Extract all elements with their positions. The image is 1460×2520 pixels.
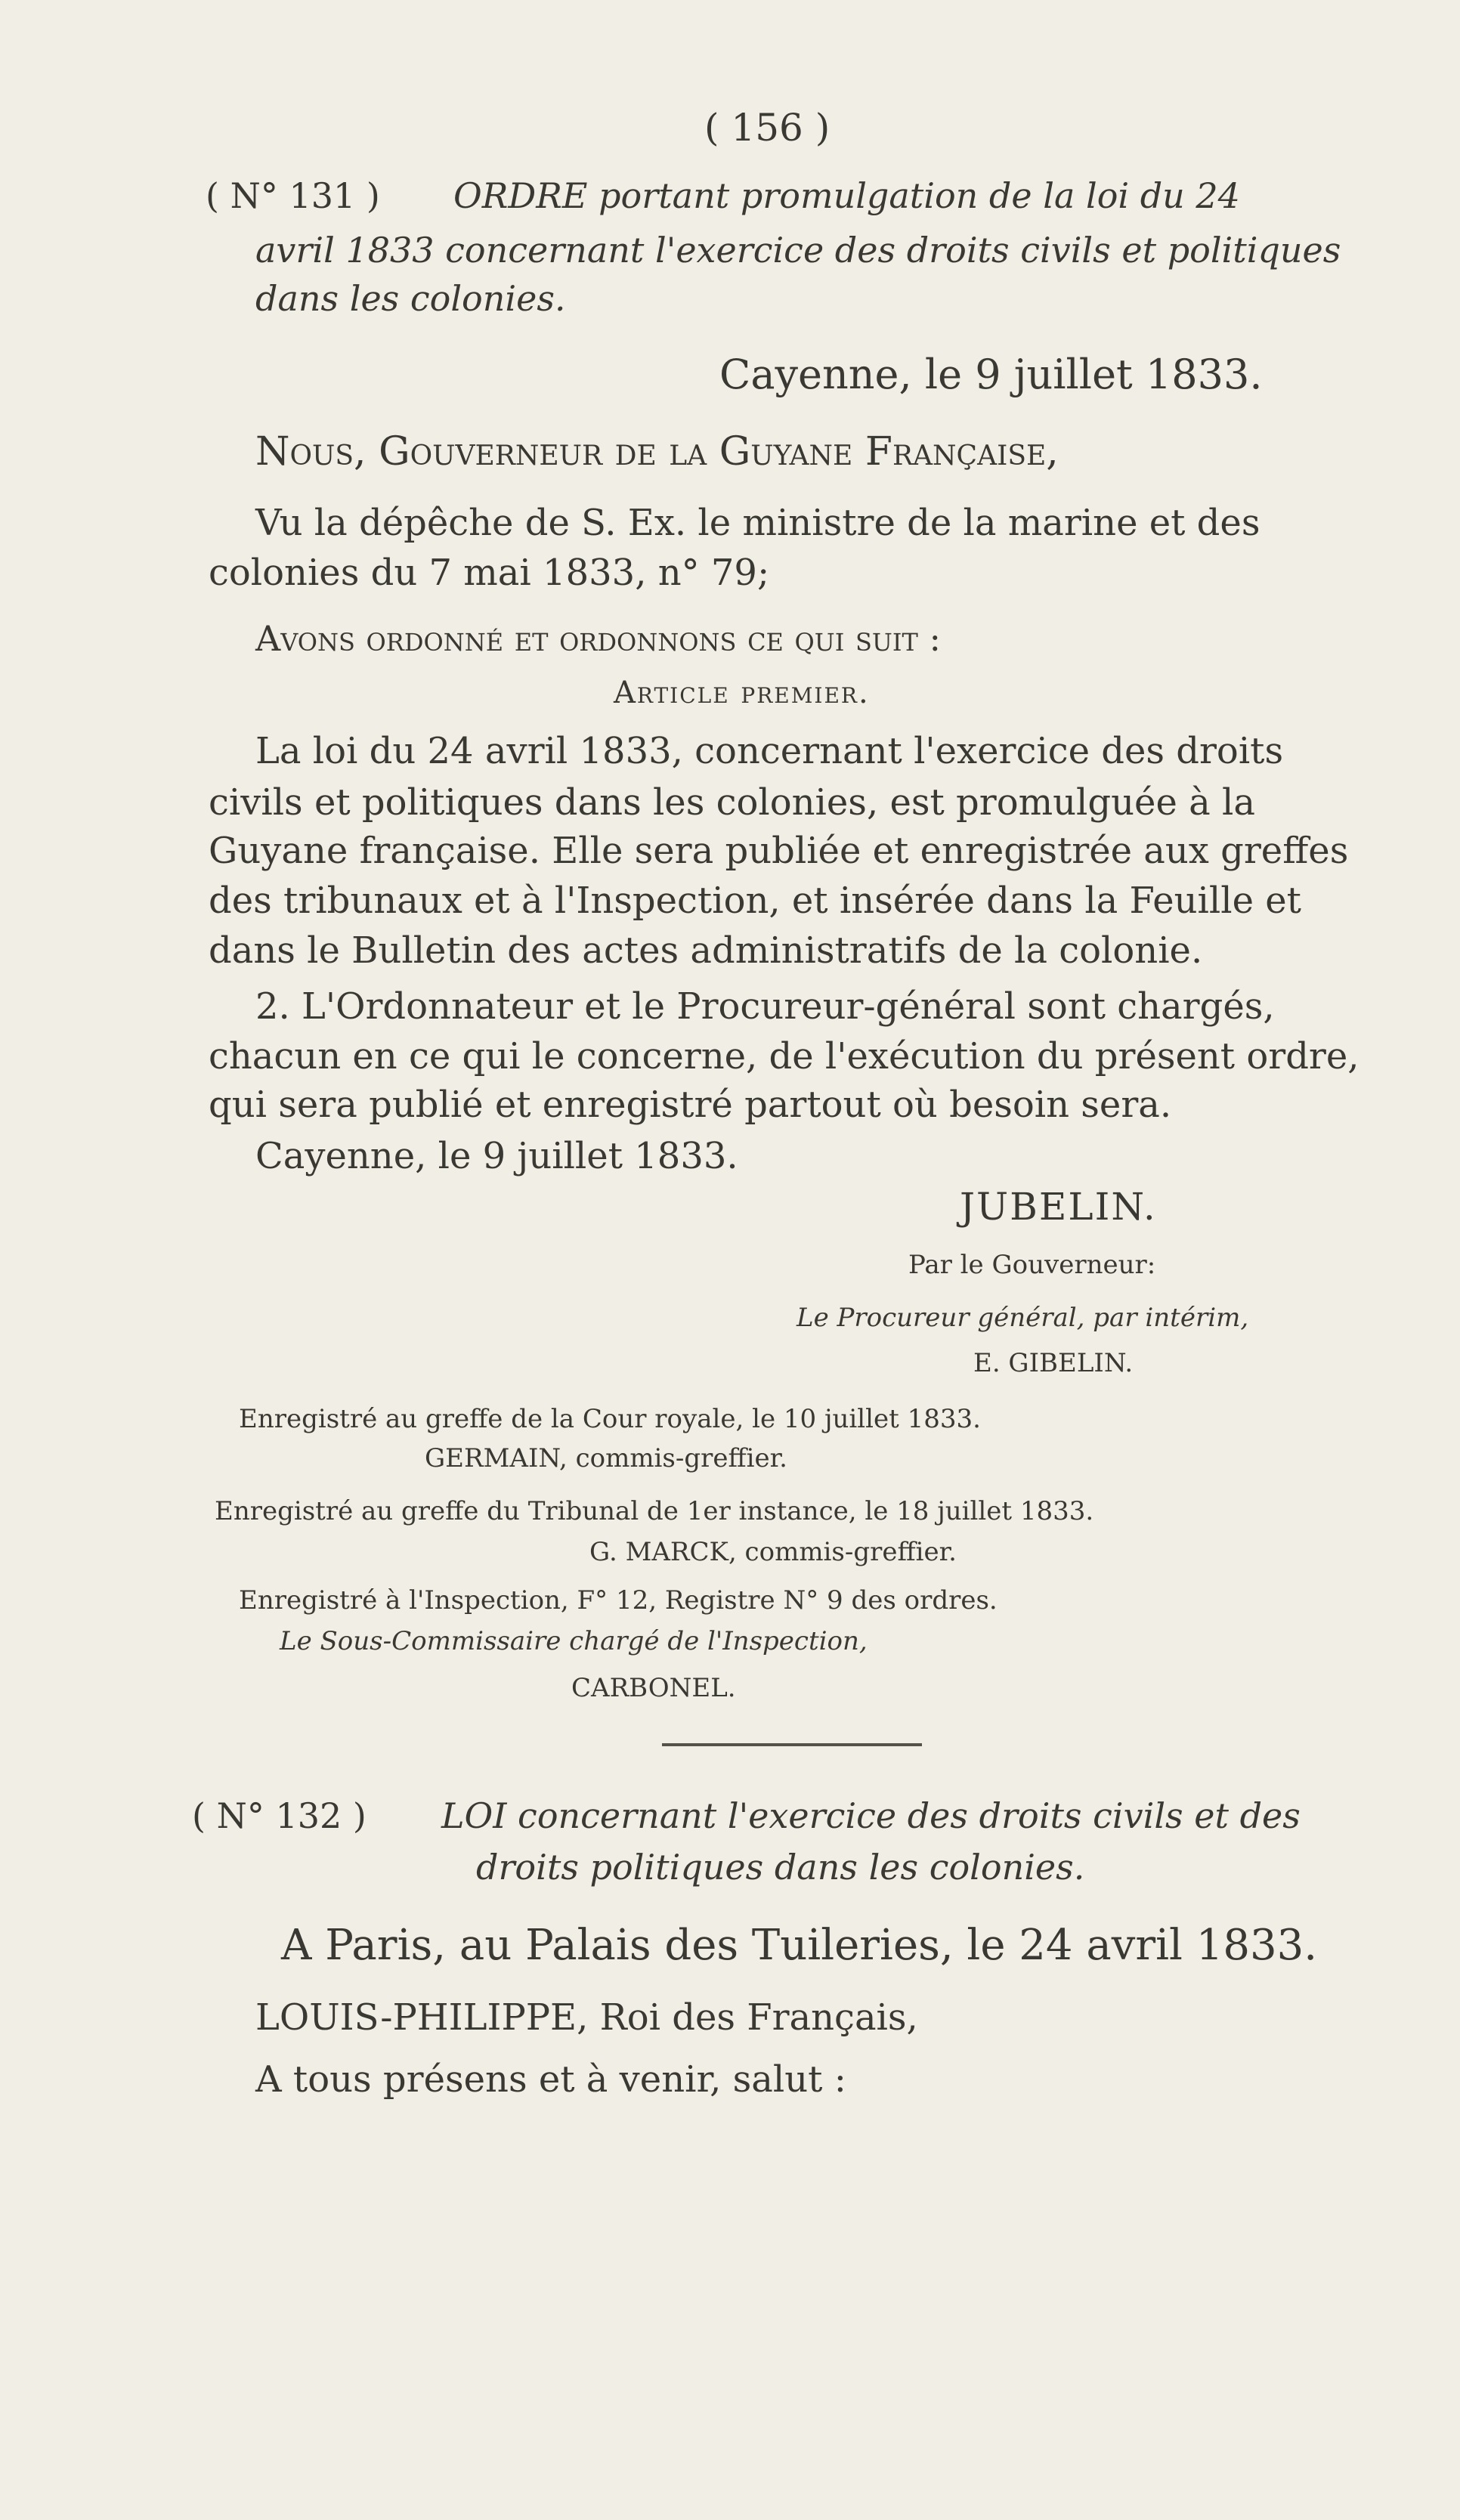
registration-2-line-2: G. MARCK, commis-greffier.: [589, 1537, 957, 1567]
registration-1-line-2: GERMAIN, commis-greffier.: [425, 1443, 787, 1473]
art2-line-1: 2. L'Ordonnateur et le Procureur-général sont chargés,: [255, 985, 1275, 1028]
article-heading: Article premier.: [614, 676, 870, 710]
registration-3-line-1: Enregistré à l'Inspection, F° 12, Registre N° 9 des ordres.: [239, 1585, 998, 1616]
loi-number: ( N° 132 ): [192, 1795, 367, 1836]
avons-line: Avons ordonné et ordonnons ce qui suit :: [255, 618, 941, 659]
art2-line-2: chacun en ce qui le concerne, de l'exécution du présent ordre,: [209, 1035, 1359, 1078]
section-divider: [662, 1743, 922, 1746]
order-title-line-2: avril 1833 concernant l'exercice des droits civils et politiques: [255, 230, 1341, 271]
art1-line-3: Guyane française. Elle sera publiée et enregistrée aux greffes: [209, 830, 1349, 872]
nous-line: Nous, Gouverneur de la Guyane Française,: [255, 429, 1059, 475]
page-number: ( 156 ): [704, 106, 831, 150]
registration-2-line-1: Enregistré au greffe du Tribunal de 1er instance, le 18 juillet 1833.: [215, 1496, 1094, 1526]
registration-3-line-2: Le Sous-Commissaire chargé de l'Inspection,: [280, 1626, 868, 1656]
order-number: ( N° 131 ): [206, 175, 380, 216]
loi-title-line-2: droits politiques dans les colonies.: [476, 1847, 1085, 1888]
art1-line-1: La loi du 24 avril 1833, concernant l'exercice des droits: [255, 730, 1284, 772]
par-le-gouverneur: Par le Gouverneur:: [908, 1250, 1156, 1280]
vu-line-1: Vu la dépêche de S. Ex. le ministre de la marine et des: [255, 502, 1260, 544]
signature-jubelin: JUBELIN.: [960, 1185, 1157, 1229]
king-line: LOUIS-PHILIPPE, Roi des Français,: [255, 1996, 918, 2039]
art2-line-3: qui sera publié et enregistré partout où besoin sera.: [209, 1084, 1172, 1126]
art1-line-2: civils et politiques dans les colonies, est promulguée à la: [209, 781, 1255, 824]
closing-date: Cayenne, le 9 juillet 1833.: [255, 1135, 738, 1177]
registration-3-line-3: CARBONEL.: [571, 1673, 736, 1703]
loi-dateline: A Paris, au Palais des Tuileries, le 24 avril 1833.: [281, 1921, 1318, 1970]
loi-title-line-1: LOI concernant l'exercice des droits civils et des: [441, 1795, 1301, 1836]
signature-gibelin: E. GIBELIN.: [973, 1348, 1134, 1378]
salut-line: A tous présens et à venir, salut :: [255, 2058, 846, 2101]
order-title-line-1: ORDRE portant promulgation de la loi du 24: [453, 175, 1240, 216]
art1-line-4: des tribunaux et à l'Inspection, et insérée dans la Feuille et: [209, 880, 1301, 922]
order-dateline: Cayenne, le 9 juillet 1833.: [719, 351, 1263, 398]
order-title-line-3: dans les colonies.: [255, 278, 566, 319]
vu-line-2: colonies du 7 mai 1833, n° 79;: [209, 552, 770, 594]
art1-line-5: dans le Bulletin des actes administratifs de la colonie.: [209, 929, 1203, 972]
registration-1-line-1: Enregistré au greffe de la Cour royale, le 10 juillet 1833.: [239, 1404, 981, 1434]
procureur-general: Le Procureur général, par intérim,: [797, 1303, 1249, 1333]
